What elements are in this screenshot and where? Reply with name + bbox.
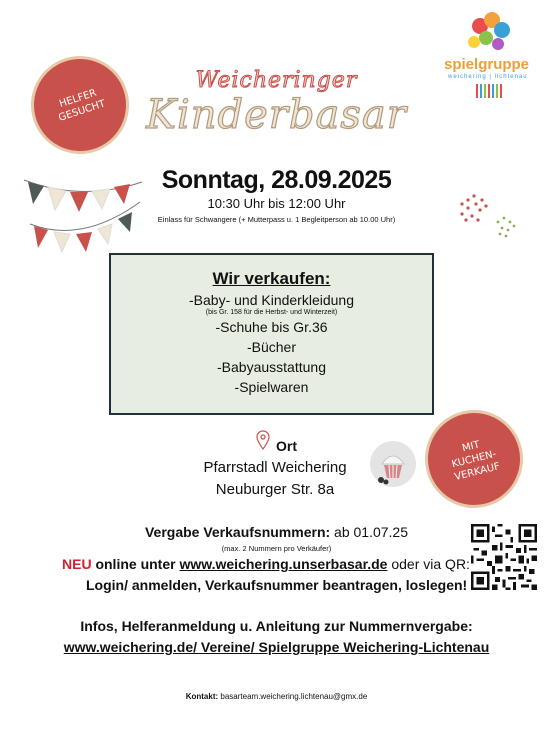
contact-email[interactable]: basarteam.weichering.lichtenau@gmx.de	[220, 692, 368, 701]
location-pin-icon	[256, 430, 270, 450]
online-prefix: online unter	[95, 556, 176, 572]
kuchenverkauf-text: MIT KUCHEN- VERKAUF	[450, 438, 501, 483]
weichering-vereine-link[interactable]: www.weichering.de/ Vereine/ Spielgruppe Weichering-Lichtenau	[63, 639, 490, 655]
sell-item-5: -Spielwaren	[234, 379, 309, 395]
numbers-date: ab 01.07.25	[334, 524, 409, 540]
cupcake-icon	[369, 440, 417, 488]
qr-text: oder via QR:	[391, 556, 470, 572]
sell-item-4: -Babyausstattung	[217, 359, 326, 375]
title-big: Kinderbasar	[146, 92, 407, 138]
qr-code-icon[interactable]	[471, 524, 537, 590]
location-label: Ort	[276, 438, 297, 454]
neu-label: NEU	[62, 556, 92, 572]
sell-item-3: -Bücher	[246, 339, 297, 355]
location-line-1: Pfarrstadl Weichering	[203, 459, 347, 476]
online-line	[62, 556, 470, 572]
sell-box	[109, 253, 434, 415]
event-date: Sonntag, 28.09.2025	[161, 166, 392, 194]
sell-heading: Wir verkaufen:	[212, 269, 331, 288]
steps-line: Login/ anmelden, Verkaufsnummer beantragen, loslegen!	[86, 577, 468, 593]
numbers-note: (max. 2 Nummern pro Verkäufer)	[221, 544, 332, 553]
logo-name-left: spiel	[444, 56, 479, 73]
sell-item-1: -Baby- und Kinderkleidung	[189, 292, 354, 308]
title-small: Weicheringer	[195, 68, 358, 93]
event-time: 10:30 Uhr bis 12:00 Uhr	[207, 196, 346, 211]
location-line-2: Neuburger Str. 8a	[215, 481, 335, 498]
helfer-gesucht-text: HELFER GESUCHT	[57, 87, 107, 124]
info-link-wrap	[0, 639, 553, 655]
info-line: Infos, Helferanmeldung u. Anleitung zur Nummernvergabe:	[80, 618, 473, 634]
event-entry-note: Einlass für Schwangere (+ Mutterpass u. 1 Begleitperson ab 10.00 Uhr)	[157, 215, 396, 224]
sell-item-2: -Schuhe bis Gr.36	[215, 319, 328, 335]
logo-name-right: gruppe	[478, 56, 530, 73]
unserbasar-link[interactable]: www.weichering.unserbasar.de	[179, 556, 388, 572]
kuchenverkauf-badge	[415, 400, 534, 519]
sell-item-1-note: (bis Gr. 158 für die Herbst- und Winterzeit)	[205, 309, 338, 316]
contact-line	[0, 692, 553, 701]
contact-label: Kontakt:	[185, 692, 219, 701]
confetti-decoration	[454, 190, 524, 246]
logo-subtitle: weichering | lichtenau	[448, 74, 528, 80]
numbers-label: Vergabe Verkaufsnummern:	[144, 524, 331, 540]
